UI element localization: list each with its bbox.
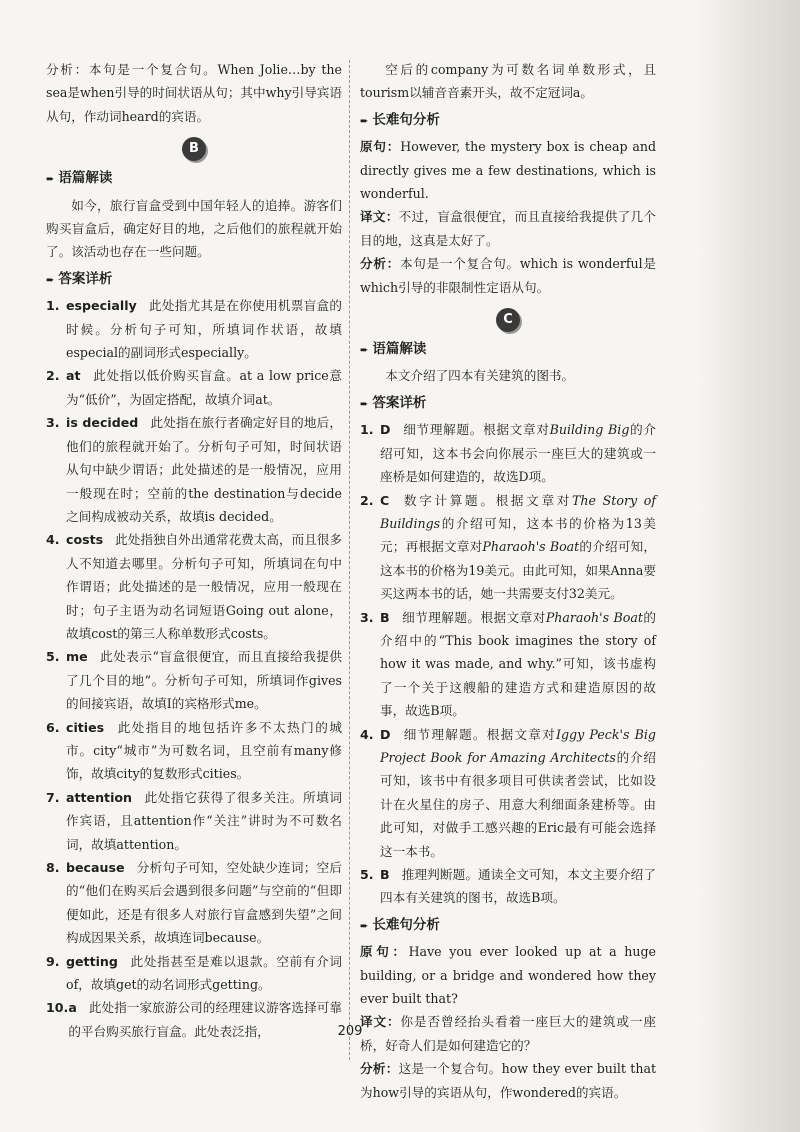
analysis: 分析：这是一个复合句。how they ever built that为how引导的宾语从句，作wondered的宾语。: [360, 1061, 657, 1100]
page-edge-shadow: [699, 0, 800, 1132]
answer-word: is decided: [66, 415, 139, 431]
reading-heading: ➨ 语篇解读: [46, 170, 113, 187]
page-number: 209: [337, 1024, 363, 1039]
answer-letter: C: [380, 492, 390, 508]
answer-explanation: 分析句子可知，空处缺少连词；空后的“他们在购买后会遇到很多问题”与空前的“但即便如此，还是有很多人对旅行盲盒感到失望”之间构成因果关系，故填连词because。: [66, 860, 342, 946]
answer-word: because: [66, 860, 125, 875]
arrow-icon: ➨: [360, 398, 369, 410]
answers-heading: ➨ 答案详析: [360, 394, 427, 411]
answer-explanation: 此处指以低价购买盲盒。at a low price意为“低价”，为固定搭配，故填介词at。: [66, 368, 342, 407]
translation: 译文：你是否曾经抬头看着一座巨大的建筑或一座桥，好奇人们是如何建造它的？: [360, 1014, 657, 1053]
section-badge-c-wrap: [360, 307, 656, 332]
answer-item: 5. B 推理判断题。通读全文可知，本文主要介绍了四本有关建筑的图书，故选B项。: [360, 867, 656, 906]
answer-word: at: [66, 368, 81, 384]
answer-item: 10. a 此处指一家旅游公司的经理建议游客选择可靠的平台购买旅行盲盒。此处表泛指，: [46, 1000, 342, 1039]
reading-heading: ➨ 语篇解读: [360, 341, 427, 358]
answer-item: 4. D 细节理解题。根据文章对Iggy Peck's Big Project Book for Amazing Architects的介绍可知，该书中有很多项目可供读者尝试，比如设计在火星住的房子、用意大利细面条建桥等。由此可知，对做手工感兴趣的Eric最有可能会选择这一本书。: [360, 726, 657, 859]
answer-letter: D: [380, 726, 391, 742]
answer-item: 1. especially 此处指尤其是在你使用机票盲盒的时候。分析句子可知，所填词作状语，故填especial的副词形式especially。: [46, 298, 342, 361]
answer-word: getting: [66, 953, 118, 969]
answer-explanation: 此处指在旅行者确定好目的地后，他们的旅程就开始了。分析句子可知，时间状语从句中缺少谓语；此处描述的是一般情况，应用一般现在时；空前的the destination与decide之间构成被动关系，故填is decided。: [66, 415, 343, 524]
answer-item: 1. D 细节理解题。根据文章对Building Big的介绍可知，这本书会向你展示一座巨大的建筑或一座桥是如何建造的，故选D项。: [360, 422, 656, 485]
section-badge-c: C: [496, 308, 520, 332]
column-divider: [349, 60, 350, 1060]
arrow-icon: ➨: [46, 174, 55, 186]
left-column: [46, 58, 342, 1043]
answer-item: 7. attention 此处指它获得了很多关注。所填词作宾语，且attention作“关注”讲时为不可数名词，故填attention。: [46, 789, 342, 852]
translation: 译文：不过，盲盒很便宜，而且直接给我提供了几个目的地，这真是太好了。: [360, 209, 657, 248]
answer-word: especially: [66, 298, 137, 314]
answer-explanation: 此处指尤其是在你使用机票盲盒的时候。分析句子可知，所填词作状语，故填especial的副词形式especially。: [66, 298, 342, 361]
arrow-icon: ➨: [360, 345, 369, 357]
answer-letter: B: [380, 867, 390, 882]
answer-word: cities: [66, 719, 105, 735]
arrow-icon: ➨: [360, 920, 369, 932]
long-sentence-heading: ➨ 长难句分析: [360, 916, 440, 933]
answer-item: 3. B 细节理解题。根据文章对Pharaoh's Boat的介绍中的“This book imagines the story of how it was made, and why.”可知，该书虚构了一个关于这艘船的建造方式和建造原因的故事，故选B项。: [360, 609, 657, 719]
original-sentence: 原句：However, the mystery box is cheap and directly gives me a few destinations, which is wonderful.: [360, 139, 657, 202]
section-badge-b: B: [182, 137, 206, 161]
analysis: 分析：本句是一个复合句。which is wonderful是which引导的非限制性定语从句。: [360, 256, 657, 295]
answer-explanation: 此处指它获得了很多关注。所填词作宾语，且attention作“关注”讲时为不可数名词，故填attention。: [66, 789, 342, 852]
continued-text: 空后的company为可数名词单数形式，且tourism以辅音音素开头，故不定冠词a。: [360, 62, 656, 101]
book-title: Pharaoh's Boat: [545, 609, 643, 625]
arrow-icon: ➨: [46, 274, 55, 286]
answer-item: 4. costs 此处指独自外出通常花费太高，而且很多人不知道去哪里。分析句子可知，所填词在句中作谓语；此处描述的是一般情况，应用一般现在时；句子主语为动名词短语Going out alone，故填cost的第三人称单数形式costs。: [46, 532, 342, 641]
answer-word: a: [68, 1000, 77, 1016]
answer-word: attention: [66, 789, 133, 805]
answer-item: 3. is decided 此处指在旅行者确定好目的地后，他们的旅程就开始了。分析句子可知，时间状语从句中缺少谓语；此处描述的是一般情况，应用一般现在时；空前的the destination与decide之间构成被动关系，故填is decided。: [46, 415, 343, 524]
reading-summary: 本文介绍了四本有关建筑的图书。: [385, 368, 575, 384]
answer-letter: D: [380, 422, 391, 438]
arrow-icon: ➨: [360, 115, 369, 127]
answer-item: 8. because 分析句子可知，空处缺少连词；空后的“他们在购买后会遇到很多问题”与空前的“但即便如此，还是有很多人对旅行盲盒感到失望”之间构成因果关系，故填连词because。: [46, 860, 342, 946]
original-sentence: 原句：Have you ever looked up at a huge building, or a bridge and wondered how they ever built that?: [360, 944, 656, 1007]
section-badge-b-wrap: [46, 136, 342, 161]
answer-item: 9. getting 此处指甚至是难以退款。空前有介词of，故填get的动名词形式getting。: [46, 953, 342, 993]
answer-item: 2. C 数字计算题。根据文章对The Story of Buildings的介绍可知，这本书的价格为13美元；再根据文章对Pharaoh's Boat的介绍可知，这本书的价格为19美元。由此可知，如果Anna要买这两本书的话，她一共需要支付32美元。: [360, 492, 657, 602]
answer-explanation: 此处表示“盲盒很便宜，而且直接给我提供了几个目的地”。分析句子可知，所填词作gives的间接宾语，故填I的宾格形式me。: [66, 649, 342, 712]
answer-explanation: 此处指目的地包括许多不太热门的城市。city“城市”为可数名词，且空前有many修饰，故填city的复数形式cities。: [66, 719, 342, 782]
answer-explanation: 此处指甚至是难以退款。空前有介词of，故填get的动名词形式getting。: [66, 953, 342, 993]
book-title: The Story of Buildings: [380, 492, 657, 531]
answers-heading: ➨ 答案详析: [46, 270, 113, 287]
book-title: Building Big: [549, 422, 630, 438]
answer-explanation: 此处指一家旅游公司的经理建议游客选择可靠的平台购买旅行盲盒。此处表泛指，: [68, 1000, 342, 1039]
answer-word: me: [66, 649, 88, 665]
answer-explanation: 此处指独自外出通常花费太高，而且很多人不知道去哪里。分析句子可知，所填词在句中作谓语；此处描述的是一般情况，应用一般现在时；句子主语为动名词短语Going out alone，故填cost的第三人称单数形式costs。: [66, 532, 342, 641]
book-title: Iggy Peck's Big Project Book for Amazing Architects: [380, 726, 656, 765]
book-title: Pharaoh's Boat: [482, 539, 580, 555]
answer-letter: B: [380, 609, 390, 625]
answer-word: costs: [66, 532, 104, 548]
answer-item: 2. at 此处指以低价购买盲盒。at a low price意为“低价”，为固定搭配，故填介词at。: [46, 368, 342, 407]
answer-item: 6. cities 此处指目的地包括许多不太热门的城市。city“城市”为可数名词，且空前有many修饰，故填city的复数形式cities。: [46, 719, 342, 782]
reading-summary: 如今，旅行盲盒受到中国年轻人的追捧。游客们购买盲盒后，确定好目的地，之后他们的旅程就开始了。该活动也存在一些问题。: [46, 197, 342, 260]
answer-item: 5. me 此处表示“盲盒很便宜，而且直接给我提供了几个目的地”。分析句子可知，所填词作gives的间接宾语，故填I的宾格形式me。: [46, 649, 342, 712]
long-sentence-heading: ➨ 长难句分析: [360, 111, 440, 128]
right-column: [360, 58, 656, 1104]
intro-analysis: 分析：本句是一个复合句。When Jolie…by the sea是when引导的时间状语从句；其中why引导宾语从句，作动词heard的宾语。: [46, 62, 342, 124]
